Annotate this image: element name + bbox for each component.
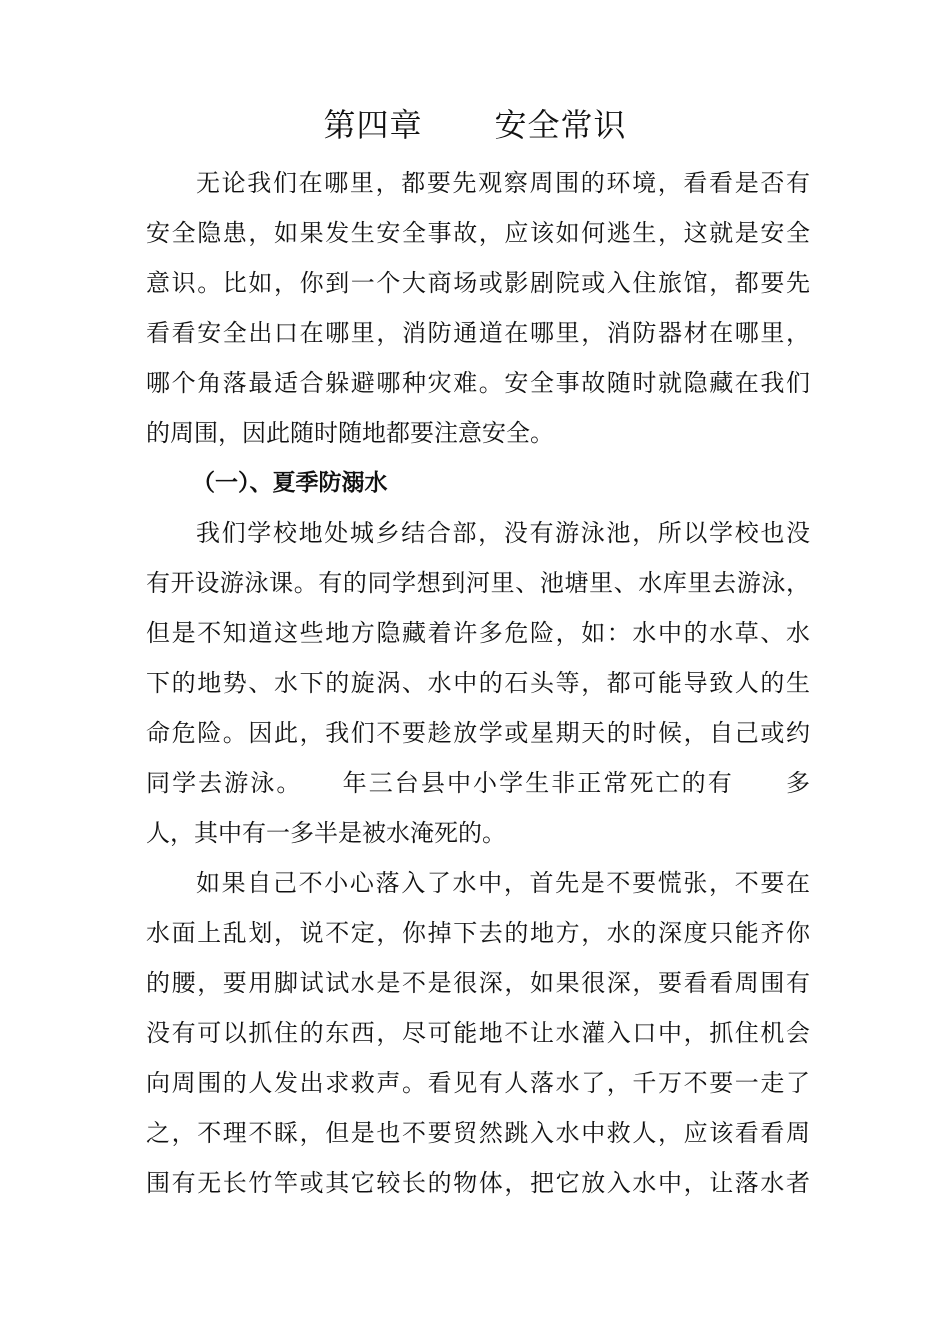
intro-line: 安全隐患，如果发生安全事故，应该如何逃生，这就是安全 [146,219,810,247]
chapter-name: 安全常识 [494,106,627,144]
paragraph-line: 命危险。因此，我们不要趁放学或星期天的时候，自己或约 [146,719,810,747]
chapter-number: 第四章 [323,106,423,144]
paragraph-line: 同学去游泳。 年三台县中小学生非正常死亡的有 多 [146,769,810,797]
paragraph-line: 但是不知道这些地方隐藏着许多危险，如：水中的水草、水 [146,619,810,647]
paragraph-line: 之，不理不睬，但是也不要贸然跳入水中救人，应该看看周 [146,1119,810,1147]
paragraph-line: 有开设游泳课。有的同学想到河里、池塘里、水库里去游泳， [146,569,810,597]
paragraph-line: 下的地势、水下的旋涡、水中的石头等，都可能导致人的生 [146,669,810,697]
paragraph-line: 围有无长竹竿或其它较长的物体，把它放入水中，让落水者 [146,1169,810,1197]
paragraph-line: 我们学校地处城乡结合部，没有游泳池，所以学校也没 [196,519,810,547]
intro-line: 的周围，因此随时随地都要注意安全。 [146,419,554,447]
paragraph-line: 人，其中有一多半是被水淹死的。 [146,819,506,847]
section-heading: （一）、夏季防溺水 [192,470,388,496]
paragraph-line: 的腰，要用脚试试水是不是很深，如果很深，要看看周围有 [146,969,810,997]
intro-line: 看看安全出口在哪里，消防通道在哪里，消防器材在哪里， [146,319,810,347]
paragraph-line: 向周围的人发出求救声。看见有人落水了，千万不要一走了 [146,1069,810,1097]
paragraph-line: 如果自己不小心落入了水中，首先是不要慌张，不要在 [196,869,810,897]
intro-line: 哪个角落最适合躲避哪种灾难。安全事故随时就隐藏在我们 [146,369,810,397]
paragraph-line: 水面上乱划，说不定，你掉下去的地方，水的深度只能齐你 [146,919,810,947]
intro-line: 意识。比如，你到一个大商场或影剧院或入住旅馆，都要先 [146,269,810,297]
intro-line: 无论我们在哪里，都要先观察周围的环境，看看是否有 [196,169,810,197]
chapter-title [0,100,950,150]
paragraph-line: 没有可以抓住的东西，尽可能地不让水灌入口中，抓住机会 [146,1019,810,1047]
